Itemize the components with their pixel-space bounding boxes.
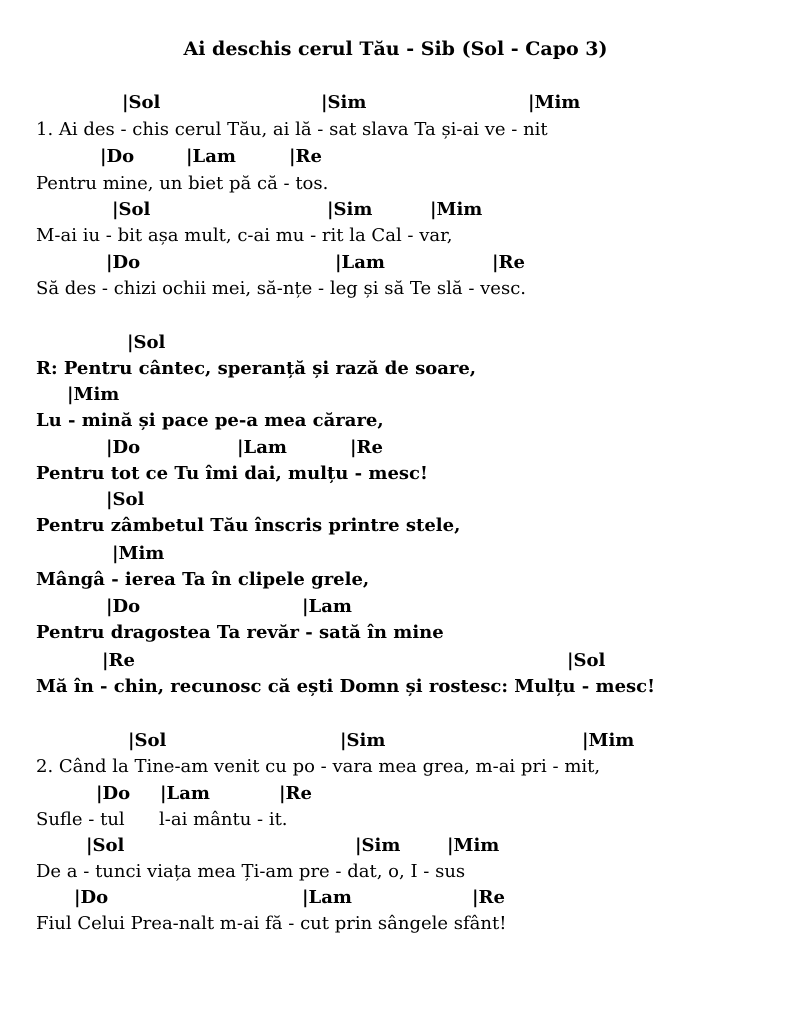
chord: |Sol xyxy=(127,332,166,353)
chord: |Re xyxy=(350,437,383,458)
lyric-line: Fiul Celui Prea-nalt m-ai fă - cut prin sângele sfânt! xyxy=(36,913,507,934)
chord: |Sol xyxy=(112,199,151,220)
lyric-line: Mângâ - ierea Ta în clipele grele, xyxy=(36,569,370,590)
lyric-line: Pentru tot ce Tu îmi dai, mulțu - mesc! xyxy=(36,463,428,484)
chord: |Re xyxy=(472,887,505,908)
lyric-line: 2. Când la Tine-am venit cu po - vara mea grea, m-ai pri - mit, xyxy=(36,756,601,777)
lyric-line: M-ai iu - bit așa mult, c-ai mu - rit la Cal - var, xyxy=(36,225,453,246)
chord: |Re xyxy=(289,146,322,167)
lyric-line: Lu - mină și pace pe-a mea cărare, xyxy=(36,410,384,431)
lyric-line: De a - tunci viața mea Ți-am pre - dat, o, I - sus xyxy=(36,861,466,882)
chord-line xyxy=(0,199,791,223)
chord: |Mim xyxy=(528,92,581,113)
chord: |Do xyxy=(96,783,131,804)
chord: |Lam xyxy=(160,783,210,804)
chord: |Sol xyxy=(128,730,167,751)
chord-line xyxy=(0,783,791,807)
chord: |Sim xyxy=(355,835,401,856)
chord-line xyxy=(0,437,791,461)
chord: |Do xyxy=(74,887,109,908)
chord: |Do xyxy=(106,252,141,273)
chord: |Mim xyxy=(582,730,635,751)
chord-line xyxy=(0,730,791,754)
lyric-line: Mă în - chin, recunosc că ești Domn și rostesc: Mulțu - mesc! xyxy=(36,676,656,697)
chord: |Re xyxy=(102,650,135,671)
lyric-line: Să des - chizi ochii mei, să-nțe - leg și să Te slă - vesc. xyxy=(36,278,526,299)
chord: |Re xyxy=(492,252,525,273)
lyric-line: Pentru dragostea Ta revăr - sată în mine xyxy=(36,622,444,643)
chord: |Sim xyxy=(340,730,386,751)
chord-line xyxy=(0,543,791,567)
chord: |Do xyxy=(106,437,141,458)
chord-line xyxy=(0,489,791,513)
chord: |Mim xyxy=(67,384,120,405)
chord: |Mim xyxy=(447,835,500,856)
chord-line xyxy=(0,835,791,859)
chord-line xyxy=(0,252,791,276)
chord: |Sol xyxy=(106,489,145,510)
song-title: Ai deschis cerul Tău - Sib (Sol - Capo 3) xyxy=(183,38,608,60)
chord: |Do xyxy=(106,596,141,617)
chord: |Sim xyxy=(327,199,373,220)
lyric-line: 1. Ai des - chis cerul Tău, ai lă - sat slava Ta și-ai ve - nit xyxy=(36,119,548,140)
chord-line xyxy=(0,650,791,674)
chord: |Lam xyxy=(302,596,352,617)
lyric-line: Sufle - tul l-ai mântu - it. xyxy=(36,809,288,830)
chord: |Lam xyxy=(237,437,287,458)
chord: |Lam xyxy=(335,252,385,273)
chord: |Mim xyxy=(430,199,483,220)
chord: |Sol xyxy=(567,650,606,671)
chord: |Lam xyxy=(302,887,352,908)
chord-line xyxy=(0,596,791,620)
chord: |Lam xyxy=(186,146,236,167)
chord: |Sol xyxy=(86,835,125,856)
lyric-line: Pentru mine, un biet pă că - tos. xyxy=(36,173,329,194)
lyric-line: R: Pentru cântec, speranță și rază de soare, xyxy=(36,358,477,379)
chord: |Mim xyxy=(112,543,165,564)
chord-line xyxy=(0,384,791,408)
chord-line xyxy=(0,332,791,356)
chord: |Do xyxy=(100,146,135,167)
chord: |Sim xyxy=(321,92,367,113)
chord-line xyxy=(0,92,791,116)
lyric-line: Pentru zâmbetul Tău înscris printre stele, xyxy=(36,515,461,536)
chord-line xyxy=(0,146,791,170)
chord: |Sol xyxy=(122,92,161,113)
chord: |Re xyxy=(279,783,312,804)
chord-line xyxy=(0,887,791,911)
